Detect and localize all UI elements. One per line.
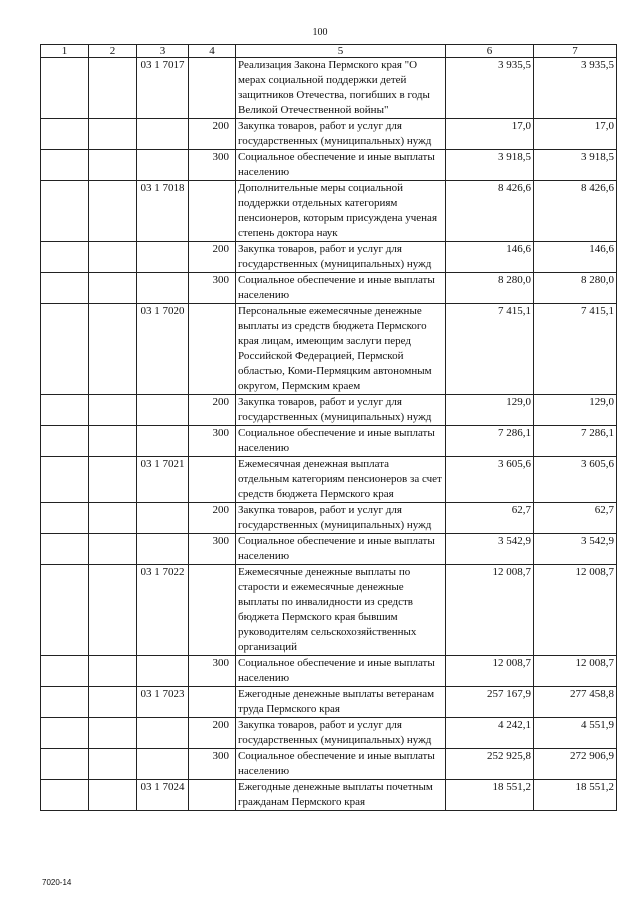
- cell-amount-year-1: 62,7: [446, 503, 534, 534]
- cell-target-code: 03 1 7024: [137, 780, 189, 811]
- budget-table: [40, 44, 617, 811]
- cell-amount-year-2: 17,0: [534, 119, 617, 150]
- footer-code: 7020-14: [42, 878, 72, 887]
- cell-amount-year-1: 18 551,2: [446, 780, 534, 811]
- cell-section: [41, 565, 89, 656]
- cell-section: [41, 119, 89, 150]
- cell-amount-year-2: 18 551,2: [534, 780, 617, 811]
- cell-target-code: [137, 503, 189, 534]
- cell-amount-year-2: 3 935,5: [534, 58, 617, 119]
- table-row: [41, 304, 617, 395]
- cell-expense-type: 200: [189, 395, 236, 426]
- cell-target-code: [137, 534, 189, 565]
- cell-amount-year-2: 12 008,7: [534, 656, 617, 687]
- cell-subsection: [89, 718, 137, 749]
- cell-subsection: [89, 565, 137, 656]
- cell-target-code: 03 1 7017: [137, 58, 189, 119]
- cell-amount-year-2: 7 415,1: [534, 304, 617, 395]
- cell-subsection: [89, 150, 137, 181]
- table-row: [41, 457, 617, 503]
- cell-subsection: [89, 181, 137, 242]
- cell-expense-type: 300: [189, 426, 236, 457]
- cell-target-code: 03 1 7022: [137, 565, 189, 656]
- header-cell: 5: [236, 45, 446, 58]
- cell-subsection: [89, 242, 137, 273]
- cell-section: [41, 150, 89, 181]
- cell-subsection: [89, 58, 137, 119]
- header-cell: 2: [89, 45, 137, 58]
- cell-description: Дополнительные меры социальной поддержки отдельных категориям пенсионеров, которым присуждена ученая степень доктора наук: [236, 181, 446, 242]
- cell-target-code: [137, 718, 189, 749]
- table-row: [41, 687, 617, 718]
- cell-subsection: [89, 687, 137, 718]
- cell-description: Ежегодные денежные выплаты ветеранам труда Пермского края: [236, 687, 446, 718]
- cell-description: Персональные ежемесячные денежные выплаты из средств бюджета Пермского края лицам, имеющим заслуги перед Российской Федерацией, Пермской областью, Коми-Пермяцким автономным округом, Пермским краем: [236, 304, 446, 395]
- cell-amount-year-2: 3 605,6: [534, 457, 617, 503]
- cell-amount-year-1: 4 242,1: [446, 718, 534, 749]
- cell-description: Социальное обеспечение и иные выплаты населению: [236, 656, 446, 687]
- cell-section: [41, 273, 89, 304]
- cell-amount-year-1: 257 167,9: [446, 687, 534, 718]
- cell-amount-year-1: 8 280,0: [446, 273, 534, 304]
- cell-expense-type: 300: [189, 656, 236, 687]
- cell-target-code: 03 1 7023: [137, 687, 189, 718]
- table-row: [41, 242, 617, 273]
- cell-amount-year-2: 4 551,9: [534, 718, 617, 749]
- header-row: [41, 45, 617, 58]
- cell-section: [41, 749, 89, 780]
- cell-expense-type: [189, 58, 236, 119]
- cell-expense-type: 200: [189, 718, 236, 749]
- cell-section: [41, 780, 89, 811]
- cell-subsection: [89, 426, 137, 457]
- table-row: [41, 119, 617, 150]
- cell-section: [41, 503, 89, 534]
- header-cell: 3: [137, 45, 189, 58]
- table-row: [41, 749, 617, 780]
- header-cell: 1: [41, 45, 89, 58]
- cell-description: Ежегодные денежные выплаты почетным гражданам Пермского края: [236, 780, 446, 811]
- cell-subsection: [89, 656, 137, 687]
- cell-target-code: [137, 656, 189, 687]
- cell-amount-year-1: 129,0: [446, 395, 534, 426]
- cell-amount-year-2: 146,6: [534, 242, 617, 273]
- cell-description: Социальное обеспечение и иные выплаты населению: [236, 273, 446, 304]
- table-row: [41, 503, 617, 534]
- cell-expense-type: [189, 304, 236, 395]
- cell-amount-year-1: 146,6: [446, 242, 534, 273]
- cell-description: Реализация Закона Пермского края "О мерах социальной поддержки детей защитников Отечества, погибших в годы Великой Отечественной войны": [236, 58, 446, 119]
- cell-target-code: [137, 426, 189, 457]
- cell-description: Социальное обеспечение и иные выплаты населению: [236, 534, 446, 565]
- cell-description: Социальное обеспечение и иные выплаты населению: [236, 426, 446, 457]
- header-cell: 4: [189, 45, 236, 58]
- cell-amount-year-1: 3 542,9: [446, 534, 534, 565]
- cell-amount-year-1: 17,0: [446, 119, 534, 150]
- header-cell: 6: [446, 45, 534, 58]
- cell-expense-type: 200: [189, 242, 236, 273]
- cell-expense-type: 300: [189, 273, 236, 304]
- cell-target-code: 03 1 7018: [137, 181, 189, 242]
- cell-expense-type: [189, 181, 236, 242]
- cell-description: Ежемесячная денежная выплата отдельным категориям пенсионеров за счет средств бюджета Пермского края: [236, 457, 446, 503]
- table-row: [41, 780, 617, 811]
- cell-expense-type: 300: [189, 534, 236, 565]
- cell-section: [41, 457, 89, 503]
- cell-section: [41, 687, 89, 718]
- cell-target-code: [137, 395, 189, 426]
- cell-amount-year-2: 8 426,6: [534, 181, 617, 242]
- cell-expense-type: [189, 565, 236, 656]
- cell-description: Закупка товаров, работ и услуг для государственных (муниципальных) нужд: [236, 242, 446, 273]
- cell-target-code: [137, 749, 189, 780]
- page-number: 100: [312, 27, 328, 38]
- cell-subsection: [89, 395, 137, 426]
- table-row: [41, 273, 617, 304]
- cell-amount-year-2: 277 458,8: [534, 687, 617, 718]
- cell-amount-year-1: 252 925,8: [446, 749, 534, 780]
- cell-amount-year-1: 3 918,5: [446, 150, 534, 181]
- cell-target-code: [137, 242, 189, 273]
- table-row: [41, 426, 617, 457]
- table-row: [41, 150, 617, 181]
- cell-subsection: [89, 503, 137, 534]
- cell-amount-year-1: 3 605,6: [446, 457, 534, 503]
- table-row: [41, 656, 617, 687]
- cell-subsection: [89, 534, 137, 565]
- cell-amount-year-1: 8 426,6: [446, 181, 534, 242]
- cell-target-code: 03 1 7021: [137, 457, 189, 503]
- table-row: [41, 565, 617, 656]
- cell-description: Ежемесячные денежные выплаты по старости и ежемесячные денежные выплаты по инвалидности из средств бюджета Пермского края бывшим руководителям сельскохозяйственных организаций: [236, 565, 446, 656]
- cell-section: [41, 242, 89, 273]
- cell-amount-year-2: 272 906,9: [534, 749, 617, 780]
- cell-amount-year-2: 8 280,0: [534, 273, 617, 304]
- cell-section: [41, 656, 89, 687]
- cell-subsection: [89, 304, 137, 395]
- cell-amount-year-2: 7 286,1: [534, 426, 617, 457]
- cell-subsection: [89, 273, 137, 304]
- cell-target-code: [137, 119, 189, 150]
- cell-expense-type: [189, 457, 236, 503]
- cell-amount-year-2: 129,0: [534, 395, 617, 426]
- cell-description: Закупка товаров, работ и услуг для государственных (муниципальных) нужд: [236, 503, 446, 534]
- cell-section: [41, 181, 89, 242]
- cell-target-code: [137, 273, 189, 304]
- cell-target-code: 03 1 7020: [137, 304, 189, 395]
- cell-expense-type: [189, 687, 236, 718]
- cell-description: Закупка товаров, работ и услуг для государственных (муниципальных) нужд: [236, 718, 446, 749]
- cell-section: [41, 426, 89, 457]
- cell-target-code: [137, 150, 189, 181]
- cell-description: Закупка товаров, работ и услуг для государственных (муниципальных) нужд: [236, 395, 446, 426]
- cell-description: Социальное обеспечение и иные выплаты населению: [236, 150, 446, 181]
- cell-subsection: [89, 119, 137, 150]
- cell-section: [41, 304, 89, 395]
- table-row: [41, 395, 617, 426]
- cell-subsection: [89, 457, 137, 503]
- cell-description: Социальное обеспечение и иные выплаты населению: [236, 749, 446, 780]
- cell-amount-year-1: 7 286,1: [446, 426, 534, 457]
- cell-section: [41, 718, 89, 749]
- cell-subsection: [89, 780, 137, 811]
- table-row: [41, 58, 617, 119]
- cell-amount-year-2: 62,7: [534, 503, 617, 534]
- cell-amount-year-1: 7 415,1: [446, 304, 534, 395]
- cell-amount-year-2: 3 918,5: [534, 150, 617, 181]
- table-row: [41, 718, 617, 749]
- cell-amount-year-1: 12 008,7: [446, 656, 534, 687]
- table-row: [41, 534, 617, 565]
- cell-amount-year-1: 12 008,7: [446, 565, 534, 656]
- cell-expense-type: 200: [189, 503, 236, 534]
- cell-expense-type: 300: [189, 150, 236, 181]
- cell-expense-type: [189, 780, 236, 811]
- cell-expense-type: 300: [189, 749, 236, 780]
- cell-amount-year-2: 12 008,7: [534, 565, 617, 656]
- cell-amount-year-1: 3 935,5: [446, 58, 534, 119]
- cell-section: [41, 395, 89, 426]
- cell-subsection: [89, 749, 137, 780]
- cell-section: [41, 58, 89, 119]
- cell-description: Закупка товаров, работ и услуг для государственных (муниципальных) нужд: [236, 119, 446, 150]
- table-row: [41, 181, 617, 242]
- cell-amount-year-2: 3 542,9: [534, 534, 617, 565]
- cell-section: [41, 534, 89, 565]
- header-cell: 7: [534, 45, 617, 58]
- cell-expense-type: 200: [189, 119, 236, 150]
